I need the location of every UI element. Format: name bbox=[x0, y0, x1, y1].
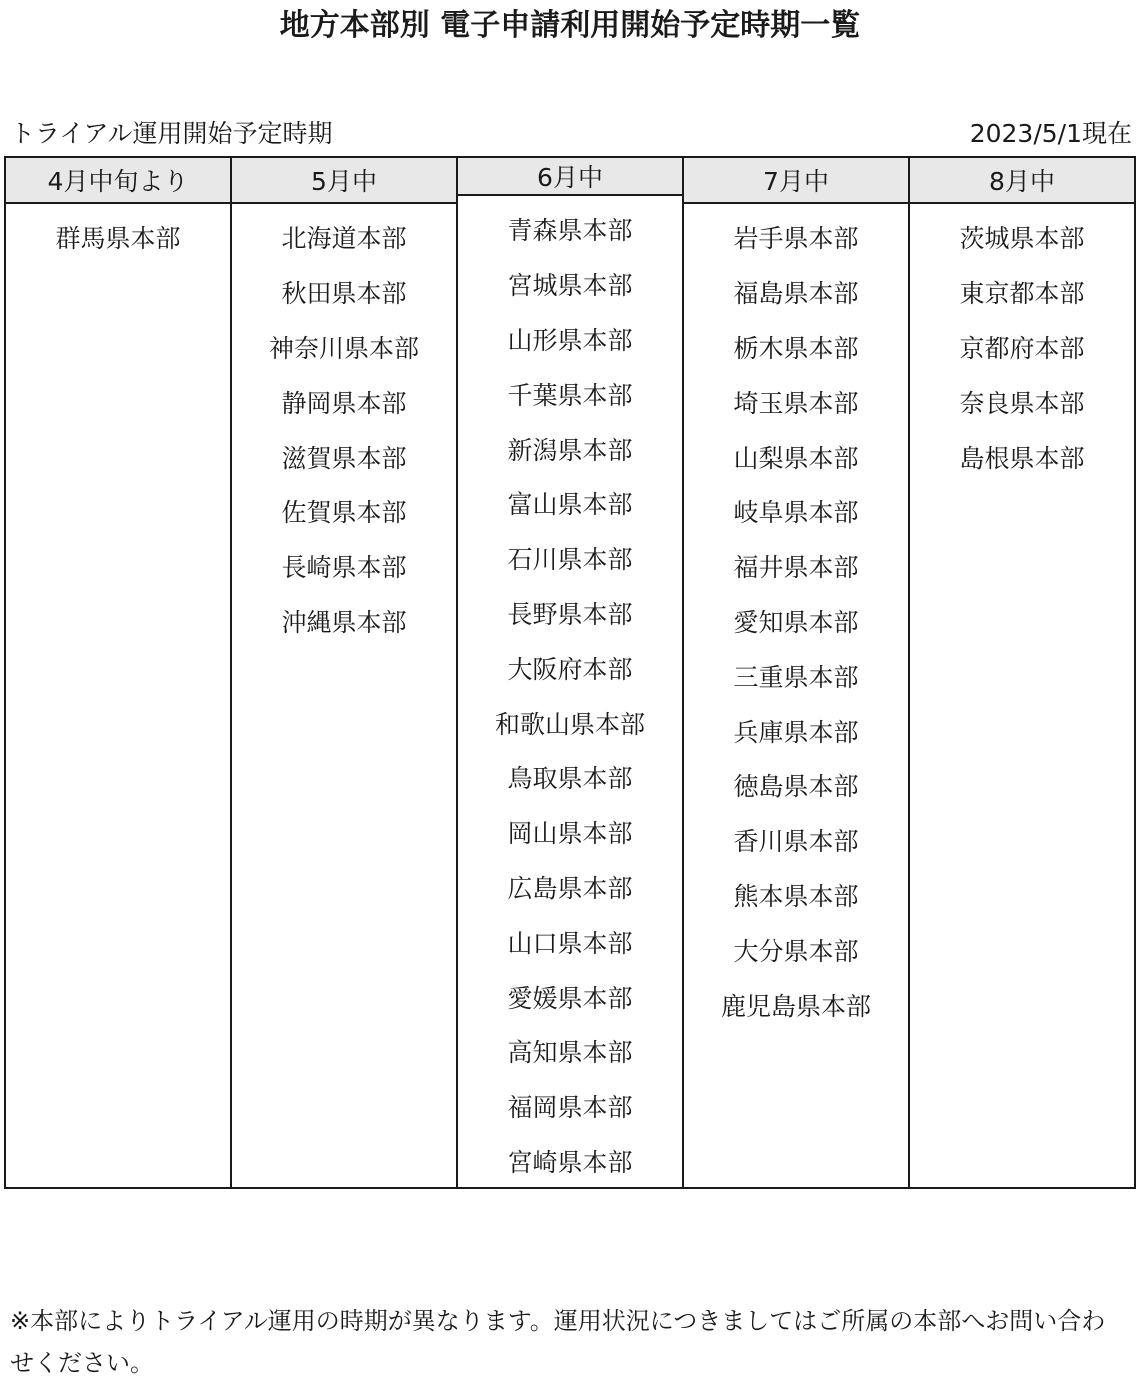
branch-cell: 熊本県本部 bbox=[733, 881, 859, 911]
branch-cell: 徳島県本部 bbox=[733, 772, 859, 802]
branch-cell: 岐阜県本部 bbox=[733, 498, 859, 528]
branch-cell: 岡山県本部 bbox=[507, 819, 633, 849]
schedule-table bbox=[4, 156, 1136, 1189]
branch-cell: 奈良県本部 bbox=[959, 388, 1085, 418]
column-body bbox=[684, 204, 908, 1032]
branch-cell: 大分県本部 bbox=[733, 936, 859, 966]
column-april bbox=[6, 158, 232, 1187]
branch-cell: 青森県本部 bbox=[507, 216, 633, 246]
column-body bbox=[6, 204, 230, 265]
branch-cell: 長崎県本部 bbox=[281, 553, 407, 583]
footnote: ※本部によりトライアル運用の時期が異なります。運用状況につきましてはご所属の本部へお問い合わせください。 bbox=[10, 1307, 1106, 1377]
branch-cell: 群馬県本部 bbox=[55, 224, 181, 254]
branch-cell: 宮崎県本部 bbox=[507, 1147, 633, 1177]
branch-cell: 福井県本部 bbox=[733, 553, 859, 583]
column-header: 4月中旬より bbox=[6, 158, 230, 204]
table-caption: トライアル運用開始予定時期 bbox=[10, 119, 333, 148]
branch-cell: 京都府本部 bbox=[959, 333, 1085, 363]
branch-cell: 茨城県本部 bbox=[959, 224, 1085, 254]
branch-cell: 三重県本部 bbox=[733, 662, 859, 692]
column-june bbox=[458, 158, 684, 1187]
branch-cell: 愛知県本部 bbox=[733, 607, 859, 637]
column-august bbox=[910, 158, 1134, 1187]
column-body bbox=[232, 204, 456, 648]
branch-cell: 栃木県本部 bbox=[733, 333, 859, 363]
branch-cell: 広島県本部 bbox=[507, 873, 633, 903]
branch-cell: 山口県本部 bbox=[507, 928, 633, 958]
branch-cell: 石川県本部 bbox=[507, 545, 633, 575]
branch-cell: 山形県本部 bbox=[507, 325, 633, 355]
column-body bbox=[458, 196, 682, 1188]
branch-cell: 鳥取県本部 bbox=[507, 764, 633, 794]
page-title: 地方本部別 電子申請利用開始予定時期一覧 bbox=[279, 8, 861, 43]
branch-cell: 沖縄県本部 bbox=[281, 607, 407, 637]
branch-cell: 静岡県本部 bbox=[281, 388, 407, 418]
branch-cell: 佐賀県本部 bbox=[281, 498, 407, 528]
branch-cell: 新潟県本部 bbox=[507, 435, 633, 465]
branch-cell: 長野県本部 bbox=[507, 599, 633, 629]
branch-cell: 神奈川県本部 bbox=[268, 333, 419, 363]
subtitle-row bbox=[10, 116, 1132, 152]
branch-cell: 千葉県本部 bbox=[507, 380, 633, 410]
column-header: 7月中 bbox=[684, 158, 908, 204]
branch-cell: 埼玉県本部 bbox=[733, 388, 859, 418]
branch-cell: 秋田県本部 bbox=[281, 279, 407, 309]
branch-cell: 北海道本部 bbox=[281, 224, 407, 254]
column-may bbox=[232, 158, 458, 1187]
branch-cell: 福岡県本部 bbox=[507, 1093, 633, 1123]
as-of-date: 2023/5/1現在 bbox=[969, 119, 1132, 148]
column-july bbox=[684, 158, 910, 1187]
column-body bbox=[910, 204, 1134, 484]
branch-cell: 兵庫県本部 bbox=[733, 717, 859, 747]
column-header: 5月中 bbox=[232, 158, 456, 204]
branch-cell: 島根県本部 bbox=[959, 443, 1085, 473]
branch-cell: 和歌山県本部 bbox=[494, 709, 645, 739]
branch-cell: 福島県本部 bbox=[733, 279, 859, 309]
column-header: 8月中 bbox=[910, 158, 1134, 204]
branch-cell: 鹿児島県本部 bbox=[720, 991, 871, 1021]
branch-cell: 大阪府本部 bbox=[507, 654, 633, 684]
branch-cell: 山梨県本部 bbox=[733, 443, 859, 473]
branch-cell: 東京都本部 bbox=[959, 279, 1085, 309]
column-header: 6月中 bbox=[458, 158, 682, 196]
branch-cell: 宮城県本部 bbox=[507, 271, 633, 301]
branch-cell: 岩手県本部 bbox=[733, 224, 859, 254]
branch-cell: 滋賀県本部 bbox=[281, 443, 407, 473]
branch-cell: 香川県本部 bbox=[733, 827, 859, 857]
branch-cell: 愛媛県本部 bbox=[507, 983, 633, 1013]
branch-cell: 富山県本部 bbox=[507, 490, 633, 520]
branch-cell: 高知県本部 bbox=[507, 1038, 633, 1068]
